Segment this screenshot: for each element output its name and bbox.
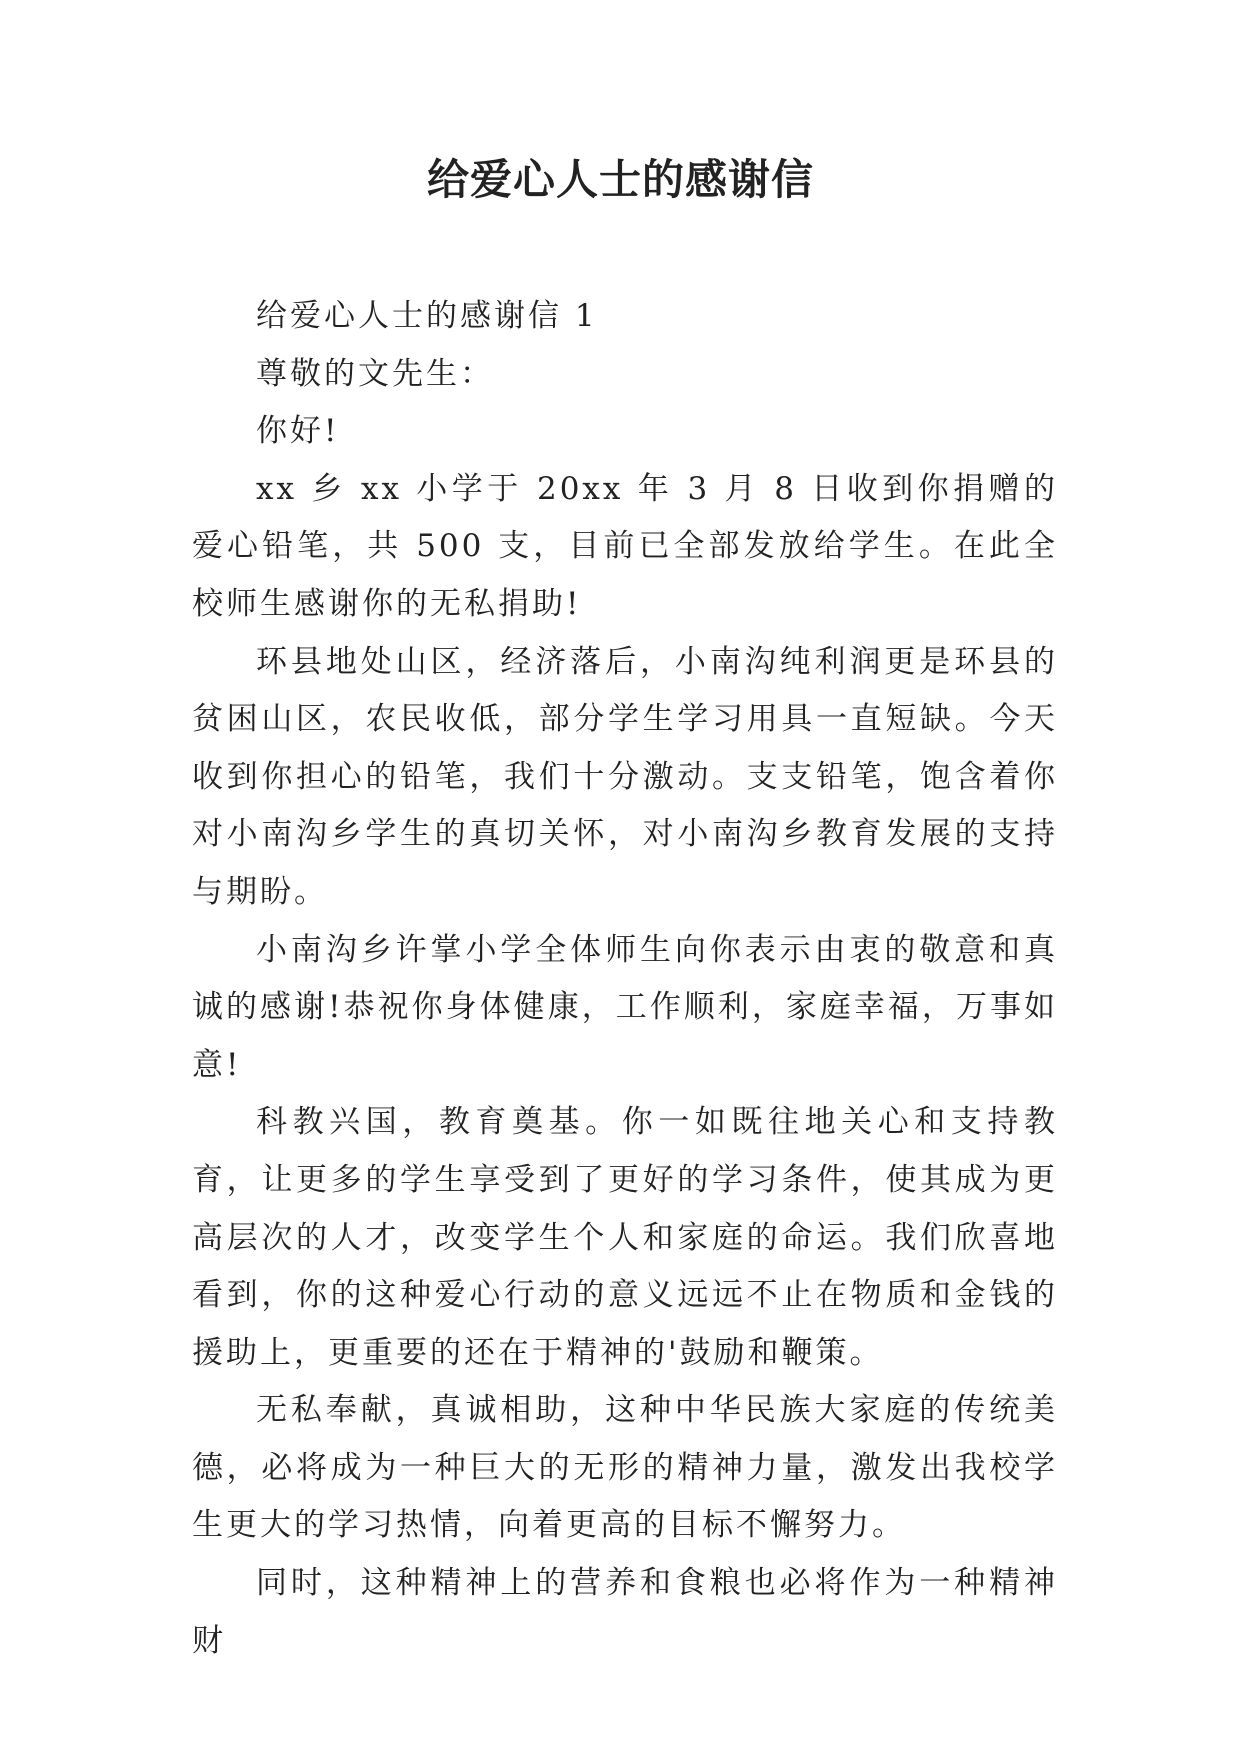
document-body — [192, 288, 1058, 1670]
paragraph: xx 乡 xx 小学于 20xx 年 3 月 8 日收到你捐赠的爱心铅笔，共 500 支，目前已全部发放给学生。在此全校师生感谢你的无私捐助! — [192, 470, 1058, 622]
paragraph: 科教兴国，教育奠基。你一如既往地关心和支持教育，让更多的学生享受到了更好的学习条件，使其成为更高层次的人才，改变学生个人和家庭的命运。我们欣喜地看到，你的这种爱心行动的意义远远不止在物质和金钱的援助上，更重要的还在于精神的'鼓励和鞭策。 — [192, 1104, 1058, 1371]
paragraph: 环县地处山区，经济落后，小南沟纯利润更是环县的贫困山区，农民收低，部分学生学习用具一直短缺。今天收到你担心的铅笔，我们十分激动。支支铅笔，饱含着你对小南沟乡学生的真切关怀，对小南沟乡教育发展的支持与期盼。 — [192, 643, 1058, 910]
document-title: 给爱心人士的感谢信 — [426, 155, 814, 204]
paragraph-greeting: 你好! — [256, 413, 340, 450]
paragraph: 无私奉献，真诚相助，这种中华民族大家庭的传统美德，必将成为一种巨大的无形的精神力量，激发出我校学生更大的学习热情，向着更高的目标不懈努力。 — [192, 1392, 1058, 1544]
paragraph-salutation: 尊敬的文先生： — [256, 355, 494, 392]
paragraph: 小南沟乡许掌小学全体师生向你表示由衷的敬意和真诚的感谢!恭祝你身体健康，工作顺利，家庭幸福，万事如意! — [192, 931, 1058, 1083]
paragraph: 同时，这种精神上的营养和食粮也必将作为一种精神财 — [192, 1565, 1058, 1659]
paragraph-heading: 给爱心人士的感谢信 1 — [256, 298, 598, 334]
